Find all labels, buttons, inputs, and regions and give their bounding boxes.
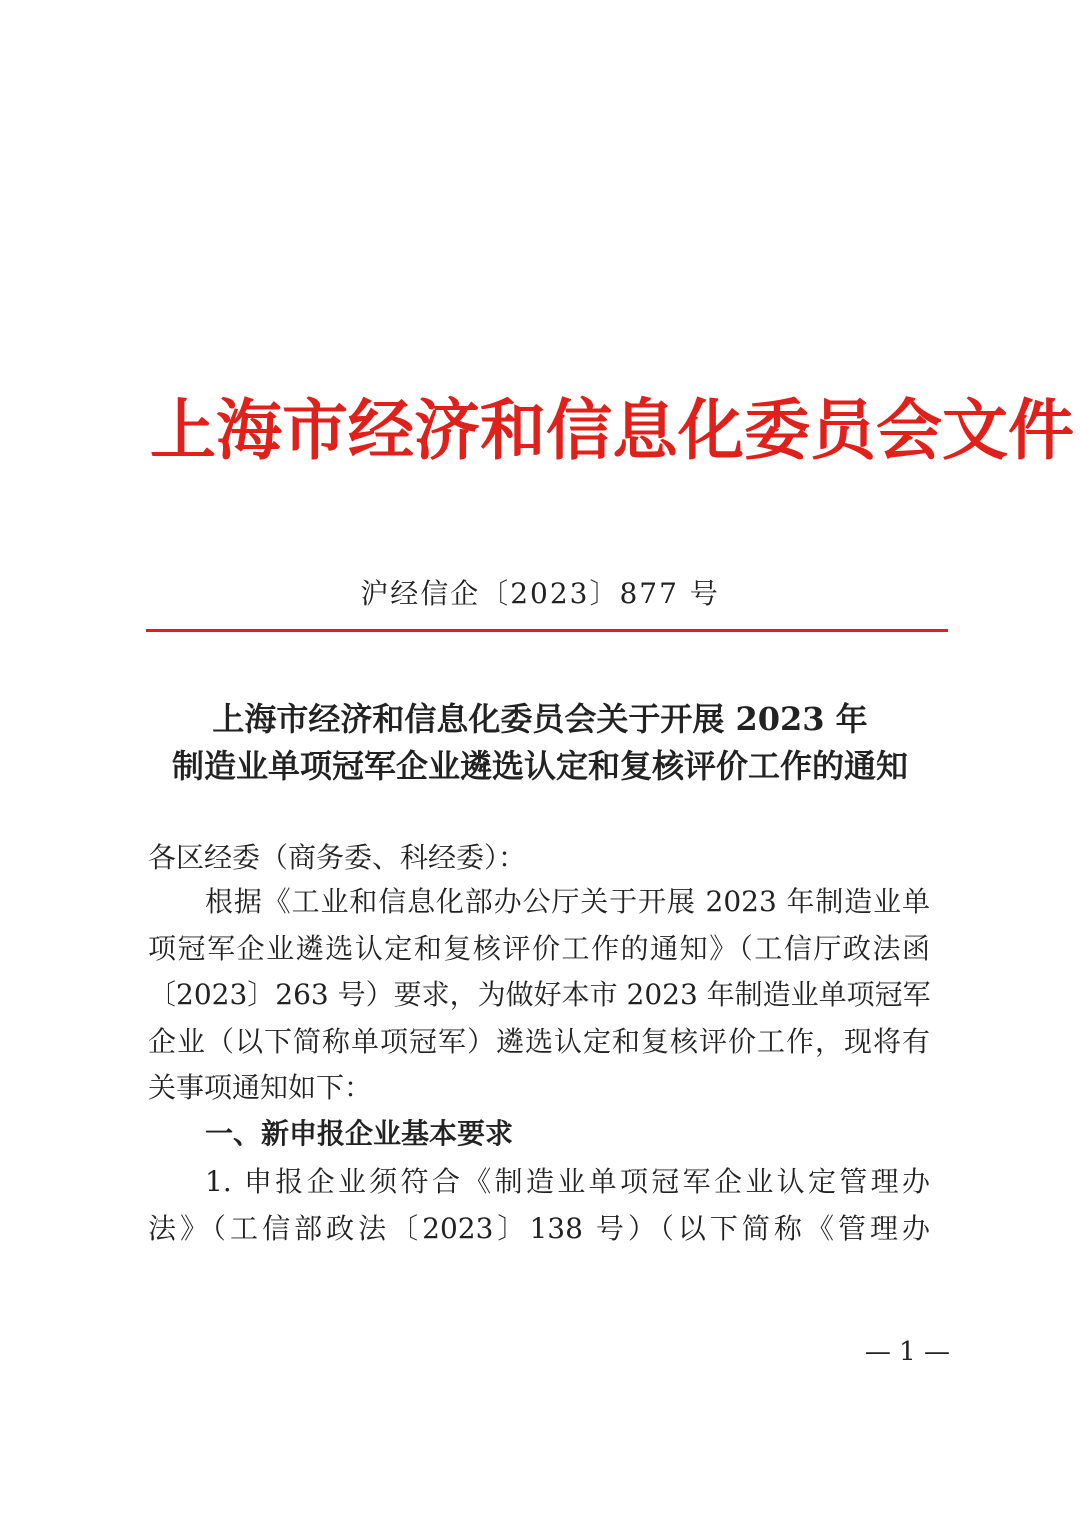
paragraph-2-line-2: 法》（工信部政法〔2023〕138 号）（以下简称《管理办 (148, 1212, 930, 1245)
document-number: 沪经信企〔2023〕877 号 (360, 577, 720, 610)
paragraph-2-line-1: 1. 申报企业须符合《制造业单项冠军企业认定管理办 (205, 1165, 930, 1198)
paragraph-1-line-3: 〔2023〕263 号）要求，为做好本市 2023 年制造业单项冠军 (148, 978, 931, 1011)
notice-title-line-1: 上海市经济和信息化委员会关于开展 2023 年 (212, 700, 868, 738)
page-number: — 1 — (864, 1337, 950, 1367)
salutation: 各区经委（商务委、科经委）： (148, 841, 527, 874)
notice-title-line-2: 制造业单项冠军企业遴选认定和复核评价工作的通知 (171, 747, 908, 785)
paragraph-1-line-2: 项冠军企业遴选认定和复核评价工作的通知》（工信厅政法函 (148, 932, 930, 965)
paragraph-1-line-4: 企业（以下简称单项冠军）遴选认定和复核评价工作，现将有 (148, 1025, 930, 1058)
paragraph-1-line-1: 根据《工业和信息化部办公厅关于开展 2023 年制造业单 (205, 885, 930, 918)
red-separator-line (146, 629, 948, 632)
document-masthead: 上海市经济和信息化委员会文件 (150, 391, 1074, 469)
section-1-heading: 一、新申报企业基本要求 (205, 1117, 514, 1150)
paragraph-1-line-5: 关事项通知如下： (148, 1071, 373, 1104)
